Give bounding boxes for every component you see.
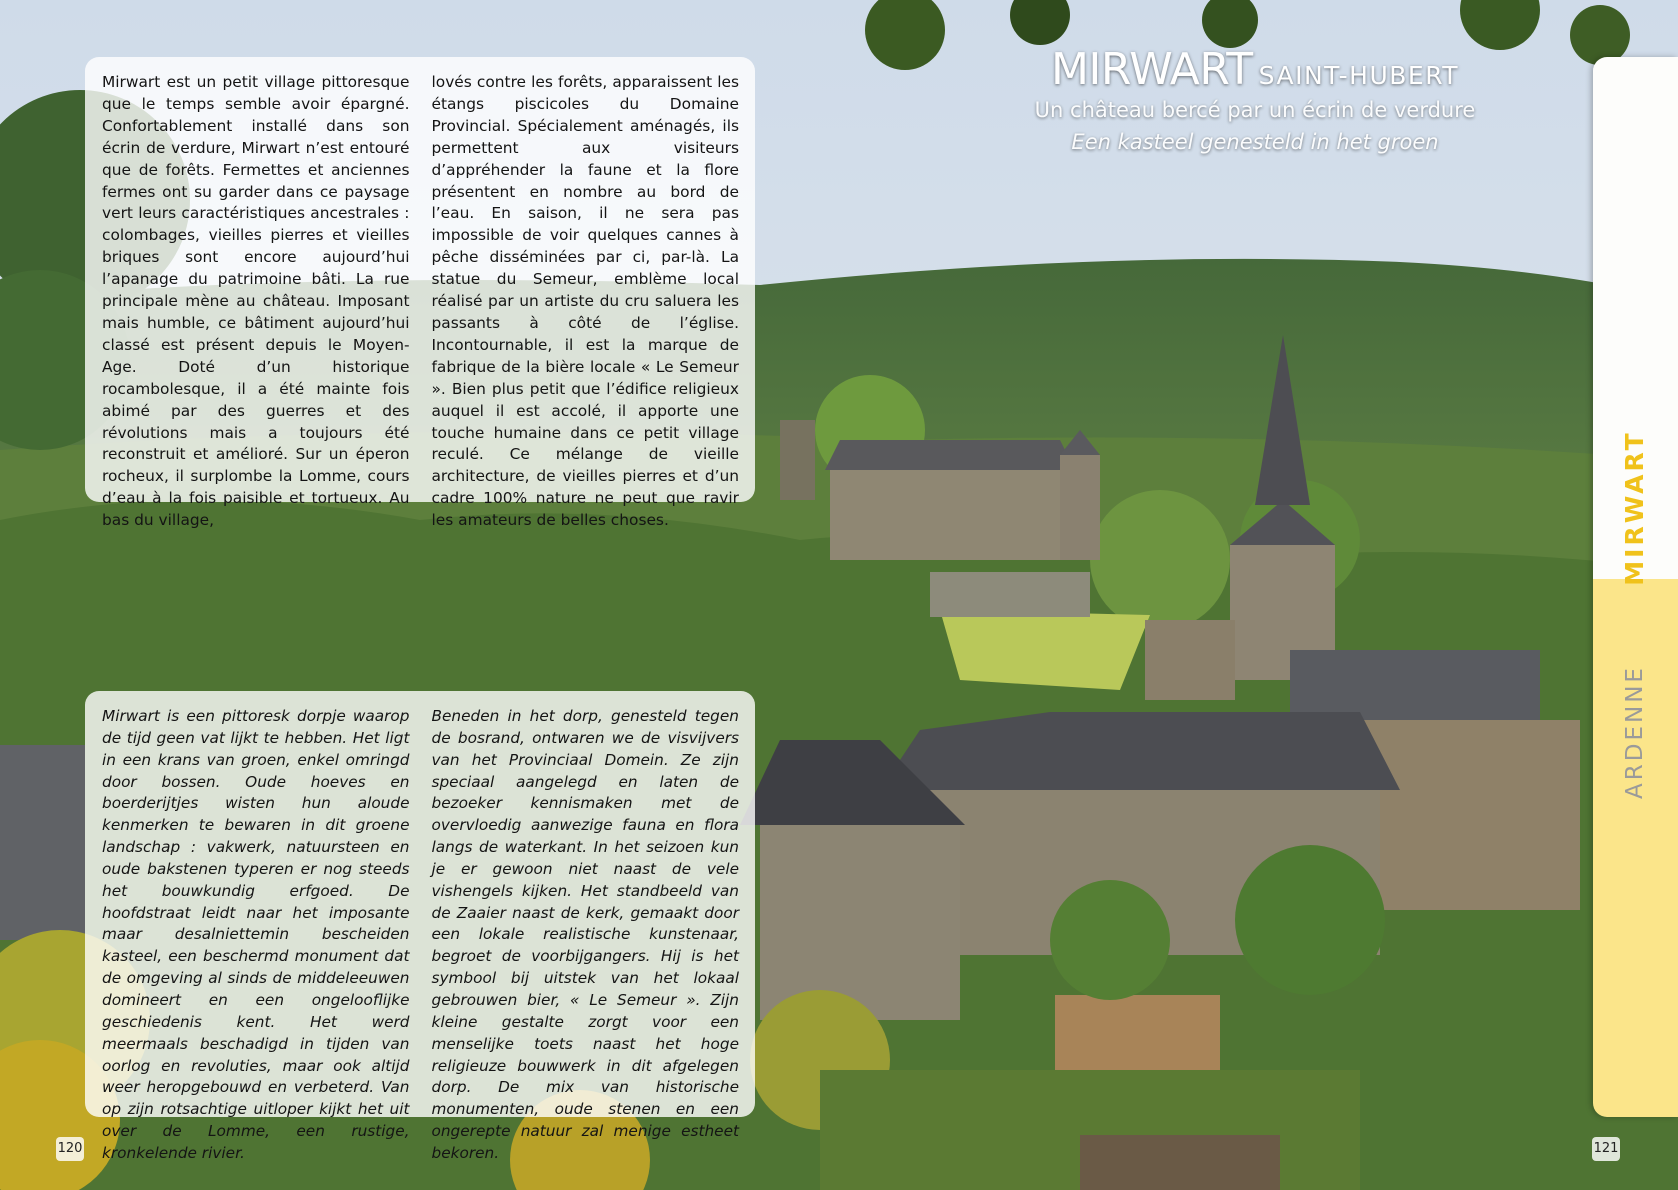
title-row	[1000, 44, 1510, 95]
side-tab	[1593, 57, 1678, 1117]
french-text-column-1: Mirwart est un petit village pittoresque que le temps semble avoir épargné. Confortablement installé dans son écrin de verdure, Mirwart n’est entouré que de forêts. Fermettes et anciennes fermes ont su garder dans ce paysage vert leurs caractéristiques ancestrales : colombages, vieilles pierres et vieilles briques sont encore aujourd’hui l’apanage du patrimoine bâti. La rue principale mène au château. Imposant mais humble, ce bâtiment aujourd’hui classé est présent depuis le Moyen-Age. Doté d’un historique rocambolesque, il a été mainte fois abimé par des guerres et des révolutions mais a toujours été reconstruit et amélioré. Sur un éperon rocheux, il surplombe la Lomme, cours d’eau à la fois paisible et tortueux. Au bas du village,	[102, 73, 410, 530]
dutch-text-panel	[85, 691, 755, 1162]
page-title-suffix: SAINT-HUBERT	[1258, 61, 1460, 90]
dutch-text-column-1: Mirwart is een pittoresk dorpje waarop de tijd geen vat lijkt te hebben. Het ligt in een krans van groen, enkel omringd door bossen. Oude hoeves en boerderijtjes wisten hun aloude kenmerken te bewaren in dit groene landschap : vakwerk, natuursteen en oude bakstenen typeren er nog steeds het bouwkundig erfgoed. De hoofdstraat leidt naar het imposante maar desalniettemin bescheiden kasteel, een beschermd monument dat de omgeving al sinds de middeleeuwen domineert en een ongelooflijke geschiedenis kent. Het werd meermaals beschadigd in tijden van oorlog en revoluties, maar ook altijd weer heropgebouwd en verbeterd. Van op zijn rotsachtige uitloper kijkt het uit over de Lomme, een rustige, kronkelende rivier.	[102, 707, 410, 1162]
french-text-panel	[85, 57, 755, 530]
page-number-left: 120	[56, 1137, 84, 1161]
page-title: MIRWART	[1050, 44, 1253, 95]
subtitle-dutch: Een kasteel genesteld in het groen	[1071, 130, 1439, 154]
subtitle-french: Un château bercé par un écrin de verdure	[1034, 98, 1476, 122]
side-tab-label-mirwart: MIRWART	[1620, 430, 1649, 586]
page-number-right: 121	[1592, 1137, 1620, 1161]
side-tab-label-ardenne: ARDENNE	[1622, 665, 1648, 799]
title-block	[1000, 44, 1510, 154]
dutch-text-column-2: Beneden in het dorp, genesteld tegen de bosrand, ontwaren we de visvijvers van het Provinciaal Domein. Ze zijn speciaal aangelegd en laten de bezoeker kennismaken met de overvloedig aanwezige fauna en flora langs de waterkant. In het seizoen kun je er gewoon niet naast de vele vishengels kijken. Het standbeeld van de Zaaier naast de kerk, gemaakt door een lokale realistische kunstenaar, begroet de voorbijgangers. Hij is het symbool bij uitstek van het lokaal gebrouwen bier, « Le Semeur ». Zijn kleine gestalte zorgt voor een menselijke toets naast het hoge religieuze bouwwerk in dit afgelegen dorp. De mix van historische monumenten, oude stenen en een ongerepte natuur zal menige estheet bekoren.	[431, 707, 739, 1162]
french-text-column-2: lovés contre les forêts, apparaissent les étangs piscicoles du Domaine Provincial. Spécialement aménagés, ils permettent aux visiteurs d’appréhender la faune et la flore présentent en nombre au bord de l’eau. En saison, il ne sera pas impossible de voir quelques cannes à pêche disséminées par ci, par-là. La statue du Semeur, emblème local réalisé par un artiste du cru saluera les passants à côté de l’église. Incontournable, il est la marque de fabrique de la bière locale « Le Semeur ». Bien plus petit que l’édifice religieux auquel il est accolé, il apporte une touche humaine dans ce petit village reculé. Ce mélange de vieille architecture, de vieilles pierres et d’un cadre 100% nature ne peut que ravir les amateurs de belles choses.	[431, 73, 739, 530]
